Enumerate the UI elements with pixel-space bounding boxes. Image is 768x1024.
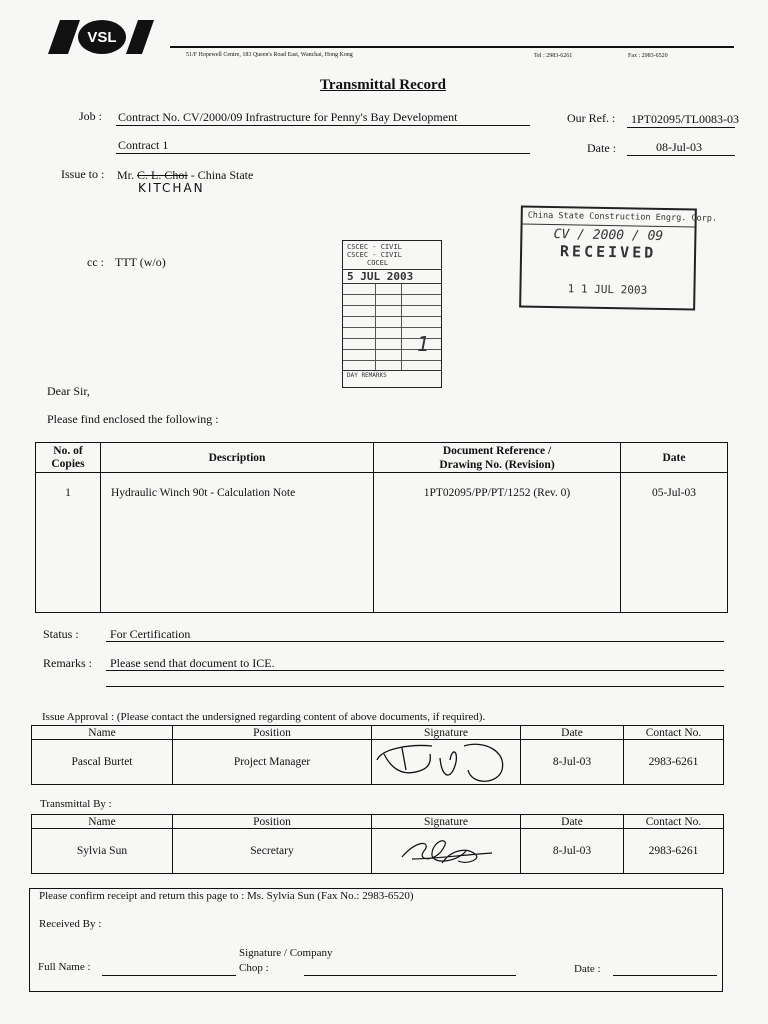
received-stamp — [519, 205, 718, 310]
approval-name: Pascal Burtet — [32, 740, 173, 785]
confirm-text: Please confirm receipt and return this page to : Ms. Sylvia Sun (Fax No.: 2983-6520) — [39, 890, 414, 902]
row-reference: 1PT02095/PP/PT/1252 (Rev. 0) — [374, 473, 621, 613]
transmittal-contact: 2983-6261 — [624, 829, 724, 874]
header-date: Date — [621, 443, 728, 473]
table-row — [32, 740, 724, 785]
approval-header-signature: Signature — [372, 726, 521, 740]
job-line1: Contract No. CV/2000/09 Infrastructure for Penny's Bay Development — [118, 110, 458, 124]
date-value: 08-Jul-03 — [656, 140, 702, 154]
row-date: 05-Jul-03 — [621, 473, 728, 613]
job-line2: Contract 1 — [118, 138, 169, 152]
issue-approval-caption: Issue Approval : (Please contact the undersigned regarding content of above documents, if required). — [42, 711, 486, 723]
header-copies: No. of Copies — [36, 443, 101, 473]
transmittal-name: Sylvia Sun — [32, 829, 173, 874]
stamp-mark: 1 — [417, 332, 430, 356]
stamp-date: 5 JUL 2003 — [343, 270, 441, 284]
status-value: For Certification — [110, 627, 191, 641]
transmittal-header-date: Date — [521, 815, 624, 829]
approval-header-name: Name — [32, 726, 173, 740]
transmittal-header-signature: Signature — [372, 815, 521, 829]
header-description: Description — [101, 443, 374, 473]
issue-to-struck-name: C. L. Choi — [137, 168, 188, 182]
row-description: Hydraulic Winch 90t - Calculation Note — [101, 473, 374, 613]
stamp-company: China State Construction Engrg. Corp. — [523, 208, 695, 228]
job-label: Job : — [79, 109, 103, 123]
our-ref-value: 1PT02095/TL0083-03 — [631, 112, 739, 126]
status-label: Status : — [43, 627, 79, 641]
header-reference: Document Reference / Drawing No. (Revision) — [374, 443, 621, 473]
table-row — [36, 473, 728, 613]
remarks-label: Remarks : — [43, 656, 92, 670]
table-row — [32, 829, 724, 874]
issue-approval-table — [31, 725, 724, 785]
issue-to-prefix: Mr. — [117, 168, 135, 182]
row-copies: 1 — [36, 473, 101, 613]
stamp-line2: CSCEC - CIVIL — [347, 251, 402, 259]
transmittal-position: Secretary — [173, 829, 372, 874]
issue-to-label: Issue to : — [61, 167, 105, 181]
stamp-received-date: 1 1 JUL 2003 — [567, 282, 648, 297]
stamp-line3: COCEL — [367, 259, 389, 267]
handwritten-recipient: KITCHAN — [138, 181, 205, 195]
transmittal-date: 8-Jul-03 — [521, 829, 624, 874]
approval-position: Project Manager — [173, 740, 372, 785]
vsl-logo — [40, 18, 158, 56]
confirm-date-field[interactable] — [613, 975, 717, 976]
approval-header-contact: Contact No. — [624, 726, 724, 740]
remarks-value: Please send that document to ICE. — [110, 656, 275, 670]
transmittal-header-contact: Contact No. — [624, 815, 724, 829]
transmittal-by-table — [31, 814, 724, 874]
transmittal-by-caption: Transmittal By : — [40, 798, 112, 810]
signature-chop-label-line1: Signature / Company — [239, 947, 333, 959]
approval-contact: 2983-6261 — [624, 740, 724, 785]
company-fax: Fax : 2983-6520 — [628, 53, 668, 59]
signature-chop-field[interactable] — [304, 975, 516, 976]
company-tel: Tel : 2983-6261 — [534, 53, 573, 59]
our-ref-label: Our Ref. : — [567, 111, 616, 125]
approval-signature — [372, 740, 521, 785]
transmittal-header-name: Name — [32, 815, 173, 829]
received-grid-stamp — [342, 240, 442, 388]
approval-header-position: Position — [173, 726, 372, 740]
cc-value: TTT (w/o) — [115, 255, 166, 269]
transmittal-signature — [372, 829, 521, 874]
stamp-received: RECEIVED — [559, 242, 657, 262]
signature-chop-label-line2: Chop : — [239, 962, 269, 974]
transmittal-header-position: Position — [173, 815, 372, 829]
confirmation-box — [29, 888, 723, 992]
approval-date: 8-Jul-03 — [521, 740, 624, 785]
stamp-footer: DAY REMARKS — [343, 370, 441, 380]
date-label: Date : — [587, 141, 616, 155]
full-name-label: Full Name : — [38, 961, 91, 973]
documents-table — [35, 442, 728, 613]
stamp-contract: CV / 2000 / 09 — [553, 227, 664, 244]
stamp-line1: CSCEC - CIVIL — [347, 243, 402, 251]
issue-to-suffix: - China State — [190, 168, 254, 182]
approval-header-date: Date — [521, 726, 624, 740]
full-name-field[interactable] — [102, 975, 236, 976]
document-title: Transmittal Record — [320, 77, 446, 93]
received-by-label: Received By : — [39, 918, 102, 930]
company-address: 51/F Hopewell Centre, 183 Queen's Road East, Wanchai, Hong Kong — [186, 52, 353, 58]
logo-text: VSL — [87, 29, 117, 46]
intro-text: Please find enclosed the following : — [47, 412, 219, 426]
cc-label: cc : — [87, 255, 104, 269]
confirm-date-label: Date : — [574, 963, 601, 975]
salutation: Dear Sir, — [47, 384, 90, 398]
